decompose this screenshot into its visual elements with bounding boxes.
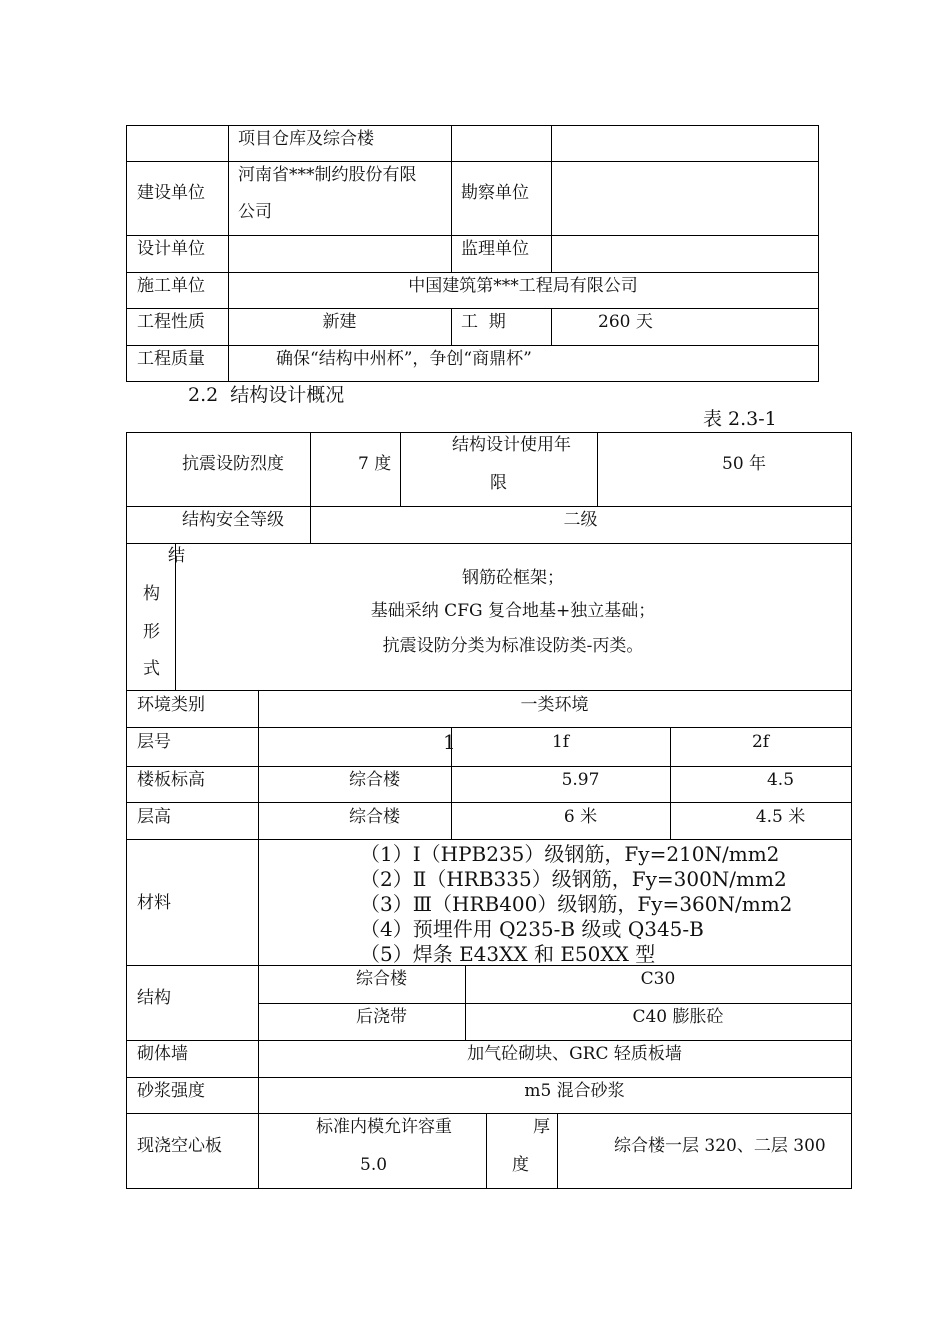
nature-label: 工程性质	[137, 312, 205, 332]
form-label-char-1: 结	[168, 546, 185, 566]
height-label: 层高	[137, 807, 171, 827]
floor-col3: 2f	[751, 732, 770, 752]
structure-r2-c2: C40 膨胀砼	[632, 1007, 724, 1027]
hollow-c1-line2: 5.0	[360, 1155, 388, 1175]
survey-label: 勘察单位	[461, 183, 529, 203]
supervision-label: 监理单位	[461, 239, 529, 259]
project-name: 项目仓库及综合楼	[238, 129, 374, 149]
form-label-char-2: 构	[143, 584, 160, 604]
hollow-c2-line1: 厚	[533, 1117, 550, 1137]
mortar-value: m5 混合砂浆	[524, 1081, 625, 1101]
duration-value: 260 天	[598, 312, 653, 332]
form-label-char-3: 形	[143, 622, 160, 642]
design-life-label-line1: 结构设计使用年	[452, 435, 571, 455]
hollow-c3: 综合楼一层 320、二层 300	[614, 1136, 826, 1156]
materials-line-4: （4）预埋件用 Q235-B 级或 Q345-B	[360, 917, 704, 941]
materials-line-5: （5）焊条 E43XX 和 E50XX 型	[360, 942, 656, 966]
materials-line-1: （1）Ⅰ（HPB235）级钢筋，Fy=210N/mm2	[360, 842, 780, 866]
slab-col1: 综合楼	[349, 770, 400, 790]
form-line-3: 抗震设防分类为标准设防类-丙类。	[382, 636, 644, 656]
duration-label: 工 期	[461, 312, 506, 332]
slab-col2: 5.97	[561, 770, 600, 790]
seismic-label: 抗震设防烈度	[182, 454, 284, 474]
height-col3: 4.5 米	[755, 807, 806, 827]
hollow-c1-line1: 标准内模允许容重	[316, 1117, 452, 1137]
structure-label: 结构	[137, 988, 171, 1008]
quality-value: 确保“结构中州杯”，争创“商鼎杯”	[276, 349, 532, 369]
structure-r1-c2: C30	[640, 969, 676, 989]
safety-label: 结构安全等级	[182, 510, 284, 530]
builder-label: 建设单位	[137, 183, 205, 203]
structure-r2-c1: 后浇带	[356, 1007, 407, 1027]
hollow-c2-line2: 度	[512, 1155, 529, 1175]
builder-value-line1: 河南省***制约股份有限	[238, 165, 417, 185]
masonry-label: 砌体墙	[137, 1044, 188, 1064]
form-line-2: 基础采纳 CFG 复合地基+独立基础；	[370, 601, 656, 621]
env-label: 环境类别	[137, 695, 205, 715]
mortar-label: 砂浆强度	[137, 1081, 205, 1101]
nature-value: 新建	[322, 312, 357, 332]
construction-value: 中国建筑第***工程局有限公司	[408, 276, 638, 296]
design-life-label-line2: 限	[490, 473, 507, 493]
structure-r1-c1: 综合楼	[356, 969, 407, 989]
floor-col2: 1f	[551, 732, 570, 752]
slab-col3: 4.5	[766, 770, 795, 790]
form-label-char-4: 式	[143, 659, 160, 679]
hollow-label: 现浇空心板	[137, 1136, 222, 1156]
design-life-value: 50 年	[722, 454, 767, 474]
floor-label: 层号	[137, 732, 171, 752]
quality-label: 工程质量	[137, 349, 205, 369]
materials-line-3: （3）Ⅲ（HRB400）级钢筋，Fy=360N/mm2	[360, 892, 793, 916]
masonry-value: 加气砼砌块、GRC 轻质板墙	[467, 1044, 682, 1064]
materials-label: 材料	[137, 893, 171, 913]
safety-value: 二级	[563, 510, 598, 530]
slab-label: 楼板标高	[137, 770, 205, 790]
floor-col1: 1	[443, 730, 456, 754]
seismic-value: 7 度	[358, 454, 392, 474]
materials-line-2: （2）Ⅱ（HRB335）级钢筋，Fy=300N/mm2	[360, 867, 787, 891]
section-heading: 2.2 结构设计概况	[188, 384, 345, 406]
construction-label: 施工单位	[137, 276, 205, 296]
height-col1: 综合楼	[349, 807, 400, 827]
builder-value-line2: 公司	[238, 202, 272, 222]
table-caption: 表 2.3-1	[703, 408, 777, 430]
env-value: 一类环境	[520, 695, 589, 715]
height-col2: 6 米	[563, 807, 598, 827]
form-line-1: 钢筋砼框架；	[462, 568, 564, 588]
design-label: 设计单位	[137, 239, 205, 259]
